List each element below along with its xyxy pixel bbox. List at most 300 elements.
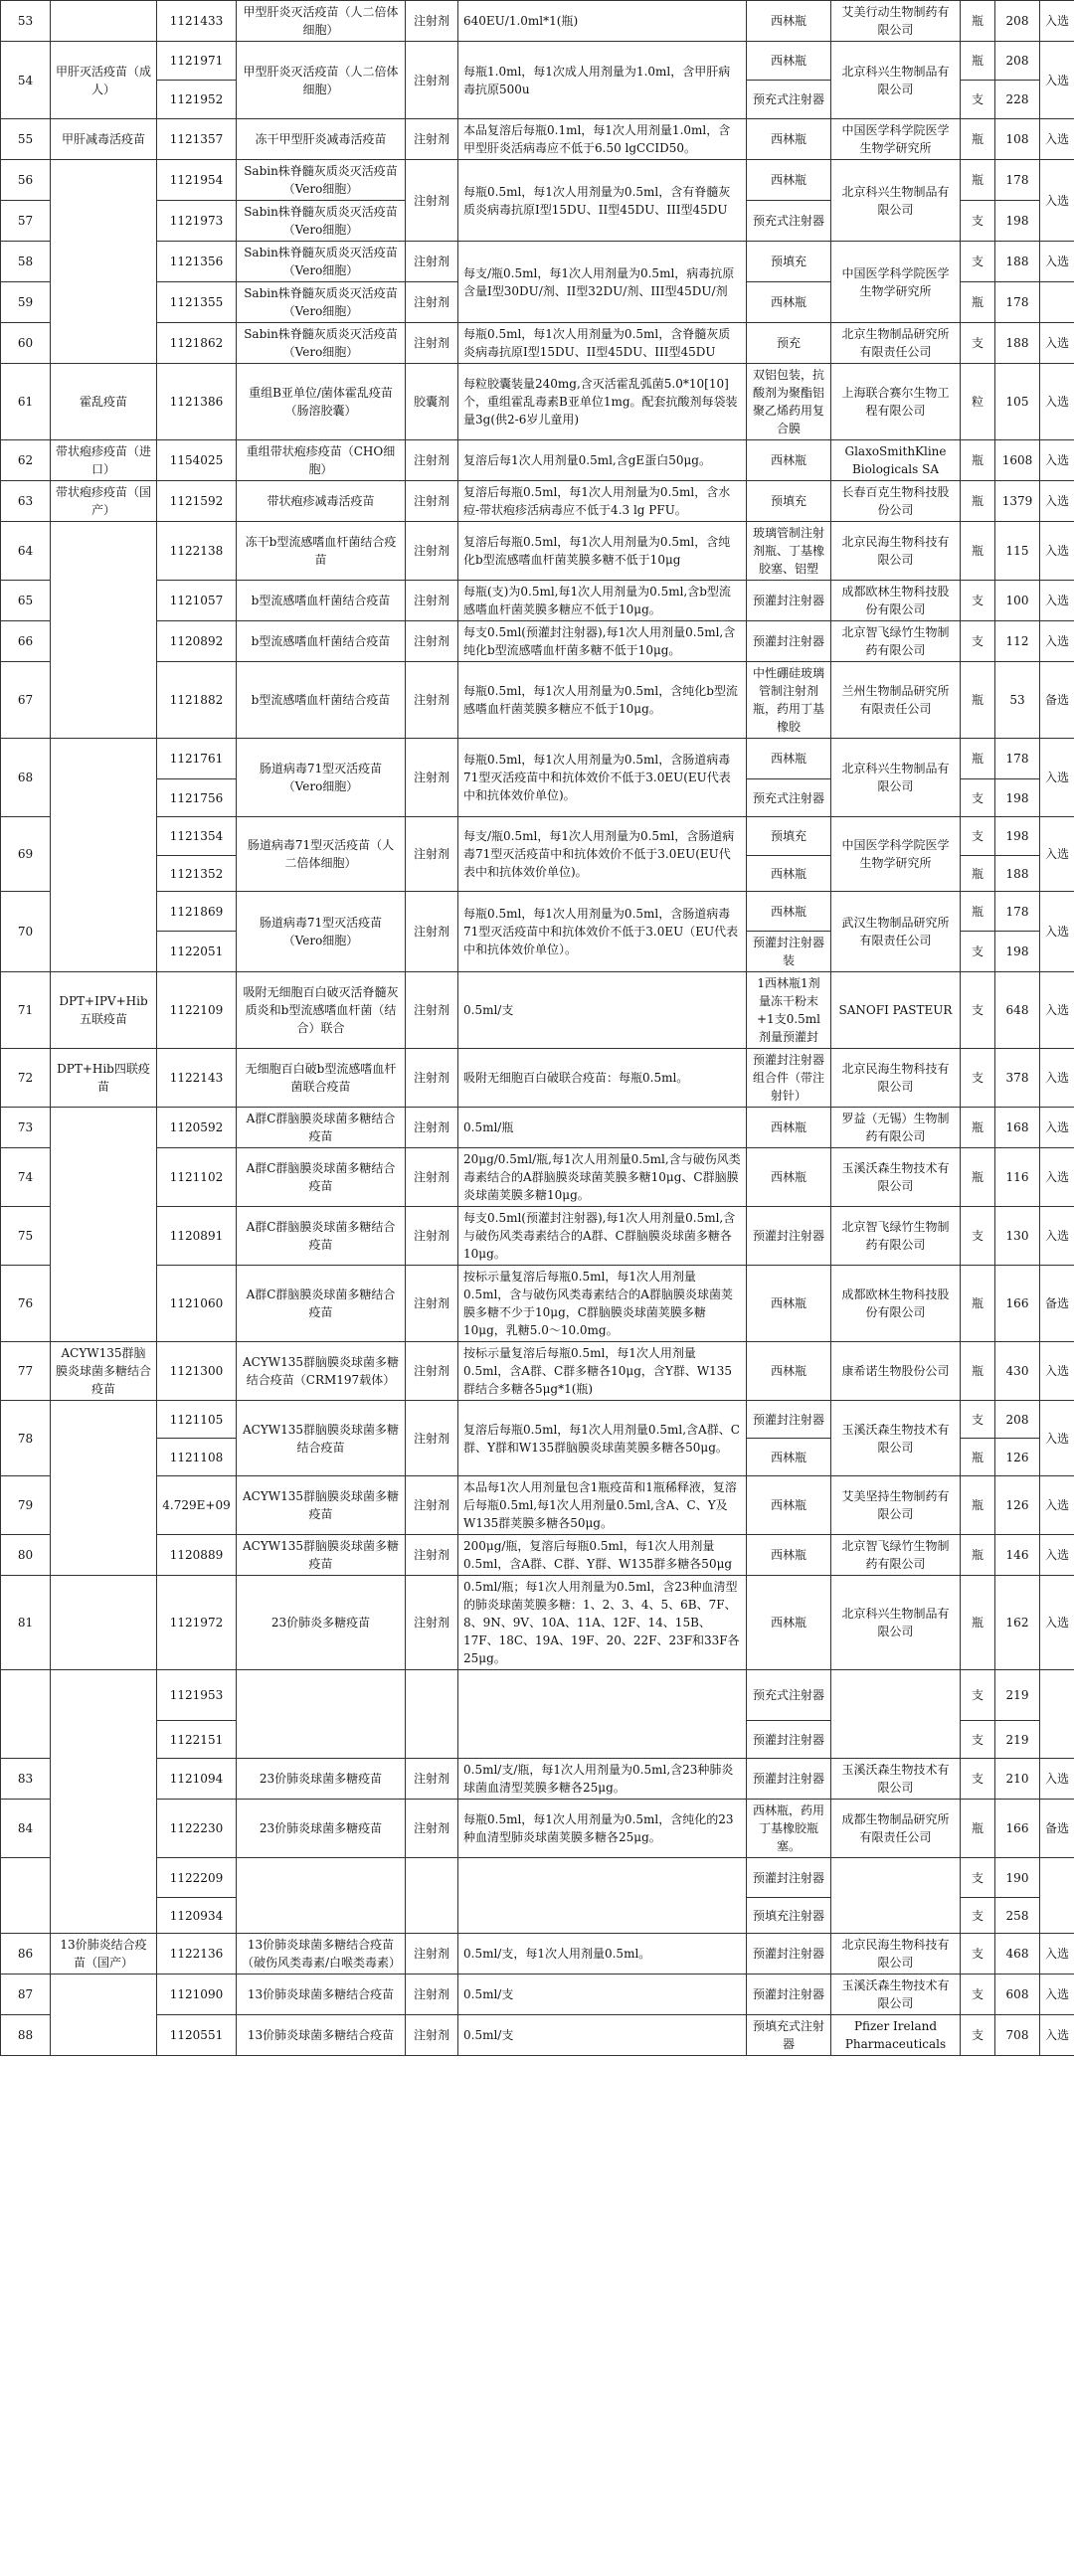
cell-result: 入选 — [1040, 621, 1074, 662]
table-row — [1, 892, 1074, 932]
cell-result: 入选 — [1040, 323, 1074, 364]
cell-result: 入选 — [1040, 1342, 1074, 1401]
cell-seq: 58 — [1, 242, 51, 282]
cell-price: 100 — [995, 581, 1040, 621]
cell-form: 注射剂 — [406, 817, 458, 892]
cell-name: 带状疱疹疫苗（国产） — [51, 481, 157, 522]
cell-prod: 23价肺炎多糖疫苗 — [237, 1576, 406, 1670]
cell-unit: 瓶 — [961, 440, 995, 481]
cell-result: 入选 — [1040, 119, 1074, 160]
cell-prod: 冻干甲型肝炎减毒活疫苗 — [237, 119, 406, 160]
cell-price: 53 — [995, 662, 1040, 739]
cell-pack: 预灌封注射器 — [747, 1401, 831, 1439]
cell-seq: 72 — [1, 1049, 51, 1108]
cell-code: 1121108 — [157, 1439, 237, 1476]
cell-name: 13价肺炎结合疫苗（国产） — [51, 1934, 157, 1975]
cell-price: 108 — [995, 119, 1040, 160]
cell-price: 190 — [995, 1858, 1040, 1898]
cell-code: 1121102 — [157, 1148, 237, 1207]
cell-form: 注射剂 — [406, 1, 458, 42]
cell-code: 1121869 — [157, 892, 237, 932]
cell-name — [51, 1, 157, 42]
cell-prod: ACYW135群脑膜炎球菌多糖结合疫苗 — [237, 1401, 406, 1476]
cell-pack: 预充式注射器 — [747, 1670, 831, 1721]
table-row — [1, 739, 1074, 779]
cell-maker: 长春百克生物科技股份公司 — [831, 481, 961, 522]
cell-form: 注射剂 — [406, 972, 458, 1049]
cell-unit: 支 — [961, 1898, 995, 1934]
cell-result: 入选 — [1040, 481, 1074, 522]
cell-prod: 13价肺炎球菌多糖结合疫苗 — [237, 1975, 406, 2015]
cell-seq: 71 — [1, 972, 51, 1049]
cell-code: 1122151 — [157, 1721, 237, 1759]
cell-prod: 重组带状疱疹疫苗（CHO细胞） — [237, 440, 406, 481]
cell-seq: 75 — [1, 1207, 51, 1266]
cell-unit: 瓶 — [961, 481, 995, 522]
cell-seq: 53 — [1, 1, 51, 42]
cell-name: DPT+Hib四联疫苗 — [51, 1049, 157, 1108]
cell-form: 注射剂 — [406, 119, 458, 160]
cell-form: 注射剂 — [406, 1759, 458, 1800]
cell-maker: 中国医学科学院医学生物学研究所 — [831, 817, 961, 892]
cell-pack: 预充 — [747, 323, 831, 364]
cell-code: 1121973 — [157, 201, 237, 242]
cell-code: 1121971 — [157, 42, 237, 81]
cell-code: 1120551 — [157, 2015, 237, 2056]
cell-price: 210 — [995, 1759, 1040, 1800]
cell-form: 注射剂 — [406, 1049, 458, 1108]
table-row — [1, 2015, 1074, 2056]
cell-seq: 84 — [1, 1800, 51, 1858]
cell-price: 166 — [995, 1266, 1040, 1342]
cell-form: 注射剂 — [406, 440, 458, 481]
cell-code: 1121090 — [157, 1975, 237, 2015]
cell-price: 178 — [995, 160, 1040, 201]
cell-price: 126 — [995, 1476, 1040, 1535]
cell-price: 198 — [995, 932, 1040, 972]
cell-code: 1120889 — [157, 1535, 237, 1576]
cell-prod: A群C群脑膜炎球菌多糖结合疫苗 — [237, 1108, 406, 1148]
cell-name: 带状疱疹疫苗（进口） — [51, 440, 157, 481]
cell-prod: A群C群脑膜炎球菌多糖结合疫苗 — [237, 1207, 406, 1266]
cell-maker: 成都生物制品研究所有限责任公司 — [831, 1800, 961, 1858]
cell-unit: 瓶 — [961, 1148, 995, 1207]
cell-form — [406, 1858, 458, 1934]
cell-spec: 每瓶1.0ml，每1次成人用剂量为1.0ml，含甲肝病毒抗原500u — [458, 42, 747, 119]
cell-pack: 西林瓶 — [747, 1576, 831, 1670]
cell-seq: 61 — [1, 364, 51, 440]
cell-maker: 北京民海生物科技有限公司 — [831, 1934, 961, 1975]
table-row — [1, 1401, 1074, 1439]
cell-result: 入选 — [1040, 1975, 1074, 2015]
cell-prod: 肠道病毒71型灭活疫苗（人二倍体细胞） — [237, 817, 406, 892]
cell-unit: 支 — [961, 581, 995, 621]
cell-pack: 预灌封注射器 — [747, 1721, 831, 1759]
table-row — [1, 160, 1074, 201]
cell-name: DPT+IPV+Hib五联疫苗 — [51, 972, 157, 1049]
cell-price: 648 — [995, 972, 1040, 1049]
table-row — [1, 1049, 1074, 1108]
cell-code: 1121882 — [157, 662, 237, 739]
cell-unit: 瓶 — [961, 1576, 995, 1670]
cell-unit: 瓶 — [961, 1476, 995, 1535]
cell-price: 162 — [995, 1576, 1040, 1670]
cell-result: 入选 — [1040, 1576, 1074, 1670]
cell-seq: 69 — [1, 817, 51, 892]
cell-price: 178 — [995, 282, 1040, 323]
cell-name: ACYW135群脑膜炎球菌多糖结合疫苗 — [51, 1342, 157, 1401]
cell-spec: 按标示量复溶后每瓶0.5ml，每1次人用剂量0.5ml，含A群、C群多糖各10μg，含Y群、W135群结合多糖各5μg*1(瓶) — [458, 1342, 747, 1401]
cell-seq: 83 — [1, 1759, 51, 1800]
cell-result — [1040, 282, 1074, 323]
cell-price: 430 — [995, 1342, 1040, 1401]
cell-seq: 76 — [1, 1266, 51, 1342]
cell-prod: b型流感嗜血杆菌结合疫苗 — [237, 581, 406, 621]
cell-unit: 支 — [961, 1670, 995, 1721]
cell-form: 注射剂 — [406, 160, 458, 242]
cell-maker: 上海联合赛尔生物工程有限公司 — [831, 364, 961, 440]
cell-unit: 支 — [961, 323, 995, 364]
cell-pack: 双铝包装，抗酸剂为聚酯铝聚乙烯药用复合膜 — [747, 364, 831, 440]
cell-price: 146 — [995, 1535, 1040, 1576]
cell-unit: 瓶 — [961, 739, 995, 779]
cell-seq: 68 — [1, 739, 51, 817]
cell-maker: 北京智飞绿竹生物制药有限公司 — [831, 1535, 961, 1576]
cell-prod — [237, 1858, 406, 1934]
cell-result: 入选 — [1040, 1476, 1074, 1535]
cell-pack: 西林瓶 — [747, 42, 831, 81]
cell-seq: 64 — [1, 522, 51, 581]
cell-unit: 瓶 — [961, 1266, 995, 1342]
cell-seq: 67 — [1, 662, 51, 739]
cell-price: 115 — [995, 522, 1040, 581]
cell-code: 1122138 — [157, 522, 237, 581]
cell-spec: 每支0.5ml(预灌封注射器),每1次人用剂量0.5ml,含与破伤风类毒素结合的A群、C群脑膜炎球菌多糖各10μg。 — [458, 1207, 747, 1266]
cell-result: 入选 — [1040, 160, 1074, 242]
cell-seq: 73 — [1, 1108, 51, 1148]
table-row — [1, 1108, 1074, 1148]
cell-unit: 支 — [961, 972, 995, 1049]
cell-price: 258 — [995, 1898, 1040, 1934]
cell-prod: 冻干b型流感嗜血杆菌结合疫苗 — [237, 522, 406, 581]
cell-result: 入选 — [1040, 972, 1074, 1049]
cell-pack: 预充式注射器 — [747, 779, 831, 817]
cell-form: 注射剂 — [406, 242, 458, 282]
cell-maker: SANOFI PASTEUR — [831, 972, 961, 1049]
cell-pack: 西林瓶 — [747, 440, 831, 481]
table-row — [1, 481, 1074, 522]
cell-maker — [831, 1858, 961, 1934]
cell-pack: 西林瓶 — [747, 1535, 831, 1576]
cell-pack: 预灌封注射器组合件（带注射针） — [747, 1049, 831, 1108]
cell-form: 注射剂 — [406, 1934, 458, 1975]
cell-unit: 支 — [961, 1049, 995, 1108]
cell-prod: Sabin株脊髓灰质炎灭活疫苗（Vero细胞） — [237, 323, 406, 364]
table-row — [1, 1800, 1074, 1858]
cell-result: 入选 — [1040, 2015, 1074, 2056]
cell-maker: 北京民海生物科技有限公司 — [831, 1049, 961, 1108]
cell-code: 1121954 — [157, 160, 237, 201]
table-row — [1, 1, 1074, 42]
cell-name — [51, 160, 157, 364]
cell-unit: 瓶 — [961, 1439, 995, 1476]
cell-pack: 预灌封注射器 — [747, 1934, 831, 1975]
cell-name — [51, 739, 157, 972]
cell-code: 1122051 — [157, 932, 237, 972]
cell-pack: 预灌封注射器 — [747, 1207, 831, 1266]
cell-spec: 0.5ml/瓶 — [458, 1108, 747, 1148]
cell-maker: 艾美坚持生物制药有限公司 — [831, 1476, 961, 1535]
cell-unit: 瓶 — [961, 42, 995, 81]
table-row — [1, 1975, 1074, 2015]
cell-spec: 0.5ml/支 — [458, 972, 747, 1049]
cell-price: 608 — [995, 1975, 1040, 2015]
cell-result: 入选 — [1040, 1108, 1074, 1148]
cell-name — [51, 1108, 157, 1342]
cell-unit: 支 — [961, 1858, 995, 1898]
cell-unit: 瓶 — [961, 1342, 995, 1401]
cell-maker: 北京科兴生物制品有限公司 — [831, 42, 961, 119]
cell-code: 1121756 — [157, 779, 237, 817]
cell-code: 1121354 — [157, 817, 237, 856]
cell-price: 112 — [995, 621, 1040, 662]
cell-spec: 0.5ml/支/瓶，每1次人用剂量为0.5ml,含23种肺炎球菌血清型荚膜多糖各25μg。 — [458, 1759, 747, 1800]
table-row — [1, 581, 1074, 621]
cell-seq: 78 — [1, 1401, 51, 1476]
cell-price: 208 — [995, 1, 1040, 42]
cell-price: 198 — [995, 817, 1040, 856]
cell-pack: 玻璃管制注射剂瓶、丁基橡胶塞、铝塑 — [747, 522, 831, 581]
cell-unit: 支 — [961, 1721, 995, 1759]
cell-name — [51, 1670, 157, 1934]
cell-pack: 预填充注射器 — [747, 1898, 831, 1934]
cell-result — [1040, 1858, 1074, 1934]
cell-code: 1120891 — [157, 1207, 237, 1266]
cell-result: 入选 — [1040, 1759, 1074, 1800]
cell-seq: 87 — [1, 1975, 51, 2015]
cell-prod: 肠道病毒71型灭活疫苗（Vero细胞） — [237, 739, 406, 817]
cell-result — [1040, 1670, 1074, 1759]
cell-spec: 每瓶(支)为0.5ml,每1次人用剂量为0.5ml,含b型流感嗜血杆菌荚膜多糖应不低于10μg。 — [458, 581, 747, 621]
cell-code: 1121356 — [157, 242, 237, 282]
cell-form: 注射剂 — [406, 1342, 458, 1401]
cell-prod: 重组B亚单位/菌体霍乱疫苗（肠溶胶囊） — [237, 364, 406, 440]
cell-seq: 62 — [1, 440, 51, 481]
cell-result: 入选 — [1040, 242, 1074, 282]
cell-form: 注射剂 — [406, 282, 458, 323]
cell-unit: 支 — [961, 932, 995, 972]
cell-form: 注射剂 — [406, 1476, 458, 1535]
cell-prod: ACYW135群脑膜炎球菌多糖疫苗 — [237, 1535, 406, 1576]
table-row — [1, 1342, 1074, 1401]
cell-spec: 复溶后每瓶0.5ml，每1次人用剂量0.5ml,含A群、C群、Y群和W135群脑膜炎球菌荚膜多糖各50μg。 — [458, 1401, 747, 1476]
cell-prod: 甲型肝炎灭活疫苗（人二倍体细胞） — [237, 1, 406, 42]
cell-form: 注射剂 — [406, 662, 458, 739]
cell-unit: 瓶 — [961, 1800, 995, 1858]
cell-result: 入选 — [1040, 817, 1074, 892]
cell-code: 1121355 — [157, 282, 237, 323]
table-row — [1, 522, 1074, 581]
cell-code: 1121953 — [157, 1670, 237, 1721]
cell-spec: 复溶后每瓶0.5ml，每1次人用剂量为0.5ml，含纯化b型流感嗜血杆菌荚膜多糖不低于10μg — [458, 522, 747, 581]
cell-price: 468 — [995, 1934, 1040, 1975]
cell-price: 126 — [995, 1439, 1040, 1476]
cell-seq: 57 — [1, 201, 51, 242]
cell-seq: 81 — [1, 1576, 51, 1670]
cell-result: 入选 — [1040, 581, 1074, 621]
cell-unit: 瓶 — [961, 1, 995, 42]
cell-spec: 按标示量复溶后每瓶0.5ml，每1次人用剂量0.5ml，含与破伤风类毒素结合的A群脑膜炎球菌荚膜多糖不少于10μg，C群脑膜炎球菌荚膜多糖10μg，乳糖5.0～10.0mg。 — [458, 1266, 747, 1342]
cell-code: 1121352 — [157, 856, 237, 892]
cell-form: 注射剂 — [406, 1401, 458, 1476]
cell-maker: 中国医学科学院医学生物学研究所 — [831, 242, 961, 323]
cell-spec: 吸附无细胞百白破联合疫苗：每瓶0.5ml。 — [458, 1049, 747, 1108]
cell-maker: 北京智飞绿竹生物制药有限公司 — [831, 1207, 961, 1266]
table-row — [1, 1759, 1074, 1800]
cell-unit: 支 — [961, 1975, 995, 2015]
cell-spec: 每粒胶囊装量240mg,含灭活霍乱弧菌5.0*10[10]个，重组霍乱毒素B亚单位1mg。配套抗酸剂每袋装量3g(供2-6岁儿童用) — [458, 364, 747, 440]
table-row — [1, 119, 1074, 160]
cell-seq: 59 — [1, 282, 51, 323]
cell-seq — [1, 1670, 51, 1759]
cell-form — [406, 1670, 458, 1759]
cell-unit: 支 — [961, 242, 995, 282]
cell-code: 1120892 — [157, 621, 237, 662]
cell-price: 130 — [995, 1207, 1040, 1266]
cell-spec: 0.5ml/支 — [458, 2015, 747, 2056]
cell-form: 胶囊剂 — [406, 364, 458, 440]
cell-result: 入选 — [1040, 440, 1074, 481]
cell-spec: 每支/瓶0.5ml，每1次人用剂量为0.5ml，含肠道病毒71型灭活疫苗中和抗体效价不低于3.0EU(EU代表中和抗体效价单位)。 — [458, 817, 747, 892]
table-row — [1, 242, 1074, 282]
cell-spec: 0.5ml/瓶；每1次人用剂量为0.5ml，含23种血清型的肺炎球菌荚膜多糖：1、2、3、4、5、6B、7F、8、9N、9V、10A、11A、12F、14、15B、17F、18C、19A、19F、20、22F、23F和33F各25μg。 — [458, 1576, 747, 1670]
cell-seq: 55 — [1, 119, 51, 160]
cell-result: 备选 — [1040, 662, 1074, 739]
cell-prod: 肠道病毒71型灭活疫苗（Vero细胞） — [237, 892, 406, 972]
cell-seq: 66 — [1, 621, 51, 662]
cell-name — [51, 1576, 157, 1670]
cell-form: 注射剂 — [406, 1975, 458, 2015]
cell-prod: 23价肺炎球菌多糖疫苗 — [237, 1759, 406, 1800]
cell-maker: 罗益（无锡）生物制药有限公司 — [831, 1108, 961, 1148]
cell-spec: 200μg/瓶，复溶后每瓶0.5ml，每1次人用剂量0.5ml，含A群、C群、Y群、W135群多糖各50μg — [458, 1535, 747, 1576]
cell-price: 198 — [995, 779, 1040, 817]
cell-form: 注射剂 — [406, 1800, 458, 1858]
cell-maker: 北京科兴生物制品有限公司 — [831, 1576, 961, 1670]
cell-prod: ACYW135群脑膜炎球菌多糖结合疫苗（CRM197载体） — [237, 1342, 406, 1401]
cell-unit: 瓶 — [961, 282, 995, 323]
cell-code: 1120592 — [157, 1108, 237, 1148]
cell-maker: 玉溪沃森生物技术有限公司 — [831, 1759, 961, 1800]
cell-pack: 西林瓶 — [747, 892, 831, 932]
table-row — [1, 1858, 1074, 1898]
cell-pack: 西林瓶 — [747, 739, 831, 779]
cell-name: 甲肝灭活疫苗（成人） — [51, 42, 157, 119]
cell-unit: 支 — [961, 1759, 995, 1800]
cell-price: 178 — [995, 892, 1040, 932]
cell-form: 注射剂 — [406, 522, 458, 581]
cell-pack: 预灌封注射器 — [747, 1759, 831, 1800]
cell-price: 105 — [995, 364, 1040, 440]
table-row — [1, 364, 1074, 440]
table-row — [1, 817, 1074, 856]
cell-pack: 预填充 — [747, 817, 831, 856]
cell-seq: 65 — [1, 581, 51, 621]
cell-prod: Sabin株脊髓灰质炎灭活疫苗（Vero细胞） — [237, 160, 406, 201]
cell-pack: 预灌封注射器装 — [747, 932, 831, 972]
cell-result: 入选 — [1040, 1, 1074, 42]
cell-pack: 预充式注射器 — [747, 201, 831, 242]
cell-pack: 西林瓶 — [747, 1342, 831, 1401]
cell-spec: 复溶后每瓶0.5ml，每1次人用剂量为0.5ml，含水痘-带状疱疹活病毒应不低于4.3 lg PFU。 — [458, 481, 747, 522]
cell-name — [51, 522, 157, 739]
cell-prod: Sabin株脊髓灰质炎灭活疫苗（Vero细胞） — [237, 282, 406, 323]
cell-price: 168 — [995, 1108, 1040, 1148]
cell-price: 1608 — [995, 440, 1040, 481]
cell-code: 1121357 — [157, 119, 237, 160]
cell-price: 1379 — [995, 481, 1040, 522]
cell-maker: 成都欧林生物科技股份有限公司 — [831, 581, 961, 621]
cell-price: 178 — [995, 739, 1040, 779]
cell-spec: 本品每1次人用剂量包含1瓶疫苗和1瓶稀释液，复溶后每瓶0.5ml,每1次人用剂量0.5ml,含A、C、Y及W135群荚膜多糖各50μg。 — [458, 1476, 747, 1535]
cell-unit: 粒 — [961, 364, 995, 440]
cell-prod: 13价肺炎球菌多糖结合疫苗（破伤风类毒素/白喉类毒素） — [237, 1934, 406, 1975]
cell-unit: 瓶 — [961, 522, 995, 581]
cell-code: 1122230 — [157, 1800, 237, 1858]
cell-pack: 预充式注射器 — [747, 81, 831, 119]
cell-maker: 北京科兴生物制品有限公司 — [831, 739, 961, 817]
cell-code: 1121433 — [157, 1, 237, 42]
cell-result: 备选 — [1040, 1266, 1074, 1342]
cell-price: 188 — [995, 323, 1040, 364]
cell-prod: A群C群脑膜炎球菌多糖结合疫苗 — [237, 1266, 406, 1342]
cell-pack: 预灌封注射器 — [747, 581, 831, 621]
cell-spec: 0.5ml/支 — [458, 1975, 747, 2015]
cell-price: 188 — [995, 856, 1040, 892]
table-row — [1, 662, 1074, 739]
cell-unit: 支 — [961, 1207, 995, 1266]
cell-pack: 西林瓶 — [747, 160, 831, 201]
table-row — [1, 972, 1074, 1049]
cell-maker: 北京科兴生物制品有限公司 — [831, 160, 961, 242]
cell-price: 116 — [995, 1148, 1040, 1207]
cell-prod: A群C群脑膜炎球菌多糖结合疫苗 — [237, 1148, 406, 1207]
cell-form: 注射剂 — [406, 1148, 458, 1207]
table-row — [1, 1148, 1074, 1207]
cell-pack: 西林瓶，药用丁基橡胶瓶塞。 — [747, 1800, 831, 1858]
cell-spec: 640EU/1.0ml*1(瓶) — [458, 1, 747, 42]
cell-price: 198 — [995, 201, 1040, 242]
cell-pack: 预灌封注射器 — [747, 1858, 831, 1898]
cell-result: 入选 — [1040, 1401, 1074, 1476]
table-row — [1, 1934, 1074, 1975]
cell-form: 注射剂 — [406, 1266, 458, 1342]
cell-seq: 86 — [1, 1934, 51, 1975]
cell-pack: 预填充 — [747, 242, 831, 282]
cell-code: 1121094 — [157, 1759, 237, 1800]
cell-code: 1122209 — [157, 1858, 237, 1898]
cell-seq: 70 — [1, 892, 51, 972]
cell-spec: 每瓶0.5ml，每1次人用剂量为0.5ml，含纯化的23种血清型肺炎球菌荚膜多糖各25μg。 — [458, 1800, 747, 1858]
cell-spec — [458, 1670, 747, 1759]
cell-spec: 本品复溶后每瓶0.1ml，每1次人用剂量1.0ml，含甲型肝炎活病毒应不低于6.50 lgCCID50。 — [458, 119, 747, 160]
cell-form: 注射剂 — [406, 2015, 458, 2056]
table-row — [1, 440, 1074, 481]
cell-unit: 瓶 — [961, 892, 995, 932]
cell-code: 1120934 — [157, 1898, 237, 1934]
cell-form: 注射剂 — [406, 1207, 458, 1266]
cell-seq: 60 — [1, 323, 51, 364]
